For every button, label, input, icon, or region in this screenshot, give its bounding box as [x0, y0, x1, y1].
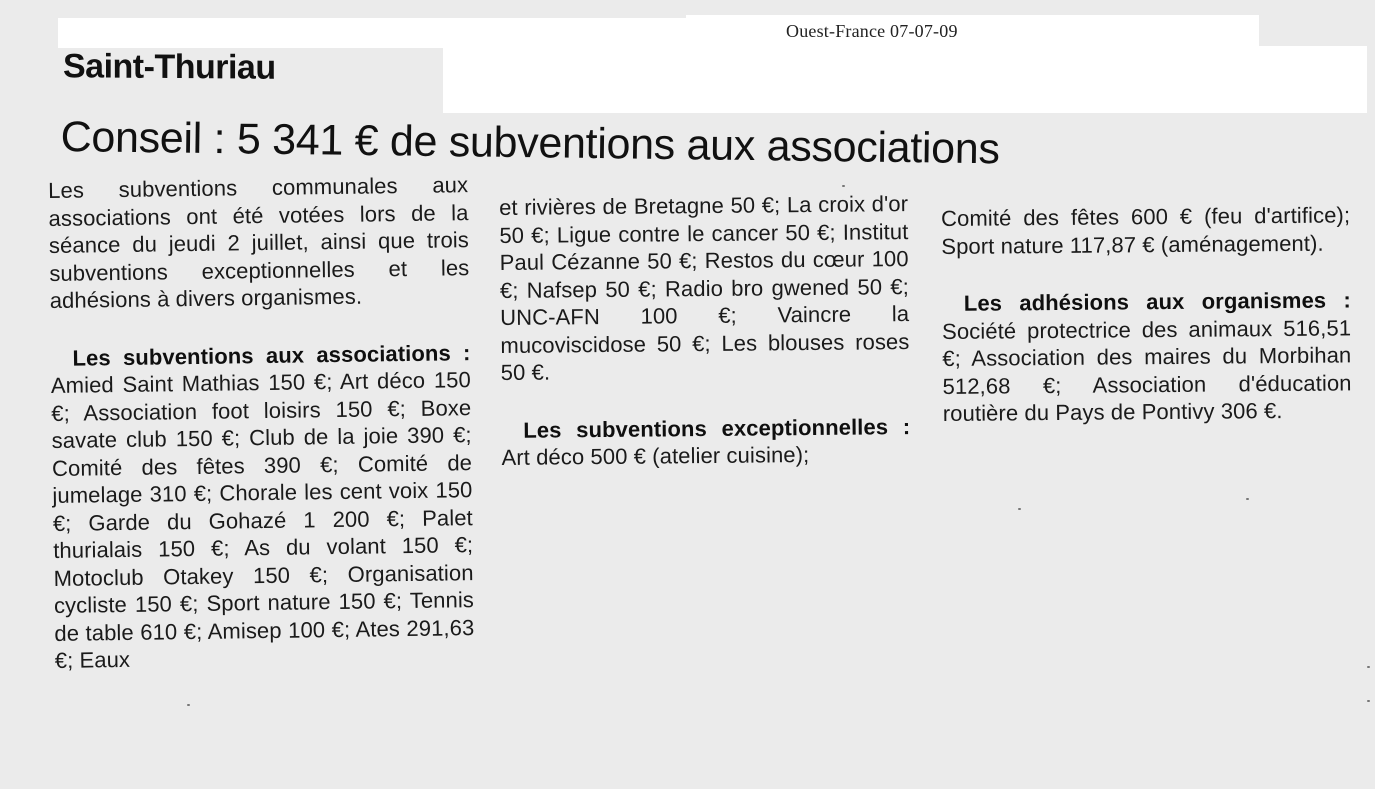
- scan-white-patch: [58, 18, 686, 48]
- scan-speck: [1367, 666, 1370, 668]
- associations-list-part-1: Amied Saint Mathias 150 €; Art déco 150 €; Association foot loisirs 150 €; Boxe savate club 150 €; Club de la joie 390 €; Comité des fêtes 390 €; Comité de jumelage 310 €; Chorale les cent voix 150 €; Garde du Gohazé 1 200 €; Palet thurialais 150 €; As du volant 150 €; Motoclub Otakey 150 €; Organisation cycliste 150 €; Sport nature 150 €; Tennis de table 610 €; Amisep 100 €; Ates 291,63 €; Eaux: [50, 367, 475, 673]
- scan-speck: [187, 704, 190, 706]
- membership-subhead: Les adhésions aux organismes :: [963, 287, 1351, 316]
- article-column-1: [48, 171, 475, 674]
- exceptional-list-continued: Comité des fêtes 600 € (feu d'artifice); Sport nature 117,87 € (aménagement).: [941, 202, 1351, 259]
- article-column-2: [499, 190, 911, 471]
- scan-speck: [842, 185, 845, 187]
- exceptional-list-part-1: Art déco 500 € (atelier cuisine);: [501, 442, 810, 470]
- scan-white-patch: [686, 15, 1259, 47]
- article-locality: Saint-Thuriau: [63, 47, 276, 87]
- article-headline: Conseil : 5 341 € de subventions aux associations: [60, 112, 1000, 174]
- membership-list: Société protectrice des animaux 516,51 €; Association des maires du Morbihan 512,68 €; Association d'éducation routière du Pays de Pontivy 306 €.: [941, 314, 1352, 426]
- associations-subhead: Les subventions aux associations :: [72, 339, 471, 371]
- article-column-3: [941, 201, 1352, 427]
- exceptional-subhead: Les subventions exceptionnelles :: [523, 413, 911, 443]
- scan-white-patch: [443, 46, 1367, 113]
- membership-paragraph: [942, 286, 1352, 427]
- exceptional-paragraph: [501, 413, 911, 472]
- scan-speck: [1018, 508, 1021, 510]
- newspaper-source-date: Ouest-France 07-07-09: [786, 21, 958, 41]
- associations-list-continued: et rivières de Bretagne 50 €; La croix d'or 50 €; Ligue contre le cancer 50 €; Institut Paul Cézanne 50 €; Restos du cœur 100 €; Nafsep 50 €; Radio bro gwened 50 €; UNC-AFN 100 €; Vaincre la mucoviscidose 50 €; Les blouses roses 50 €.: [499, 191, 910, 385]
- scan-speck: [1246, 498, 1249, 500]
- associations-paragraph: [50, 339, 475, 675]
- article-intro: Les subventions communales aux associations ont été votées lors de la séance du jeudi 2 juillet, ainsi que trois subventions exceptionnelles et les adhésions à divers organismes.: [48, 172, 470, 313]
- scan-speck: [1367, 700, 1370, 702]
